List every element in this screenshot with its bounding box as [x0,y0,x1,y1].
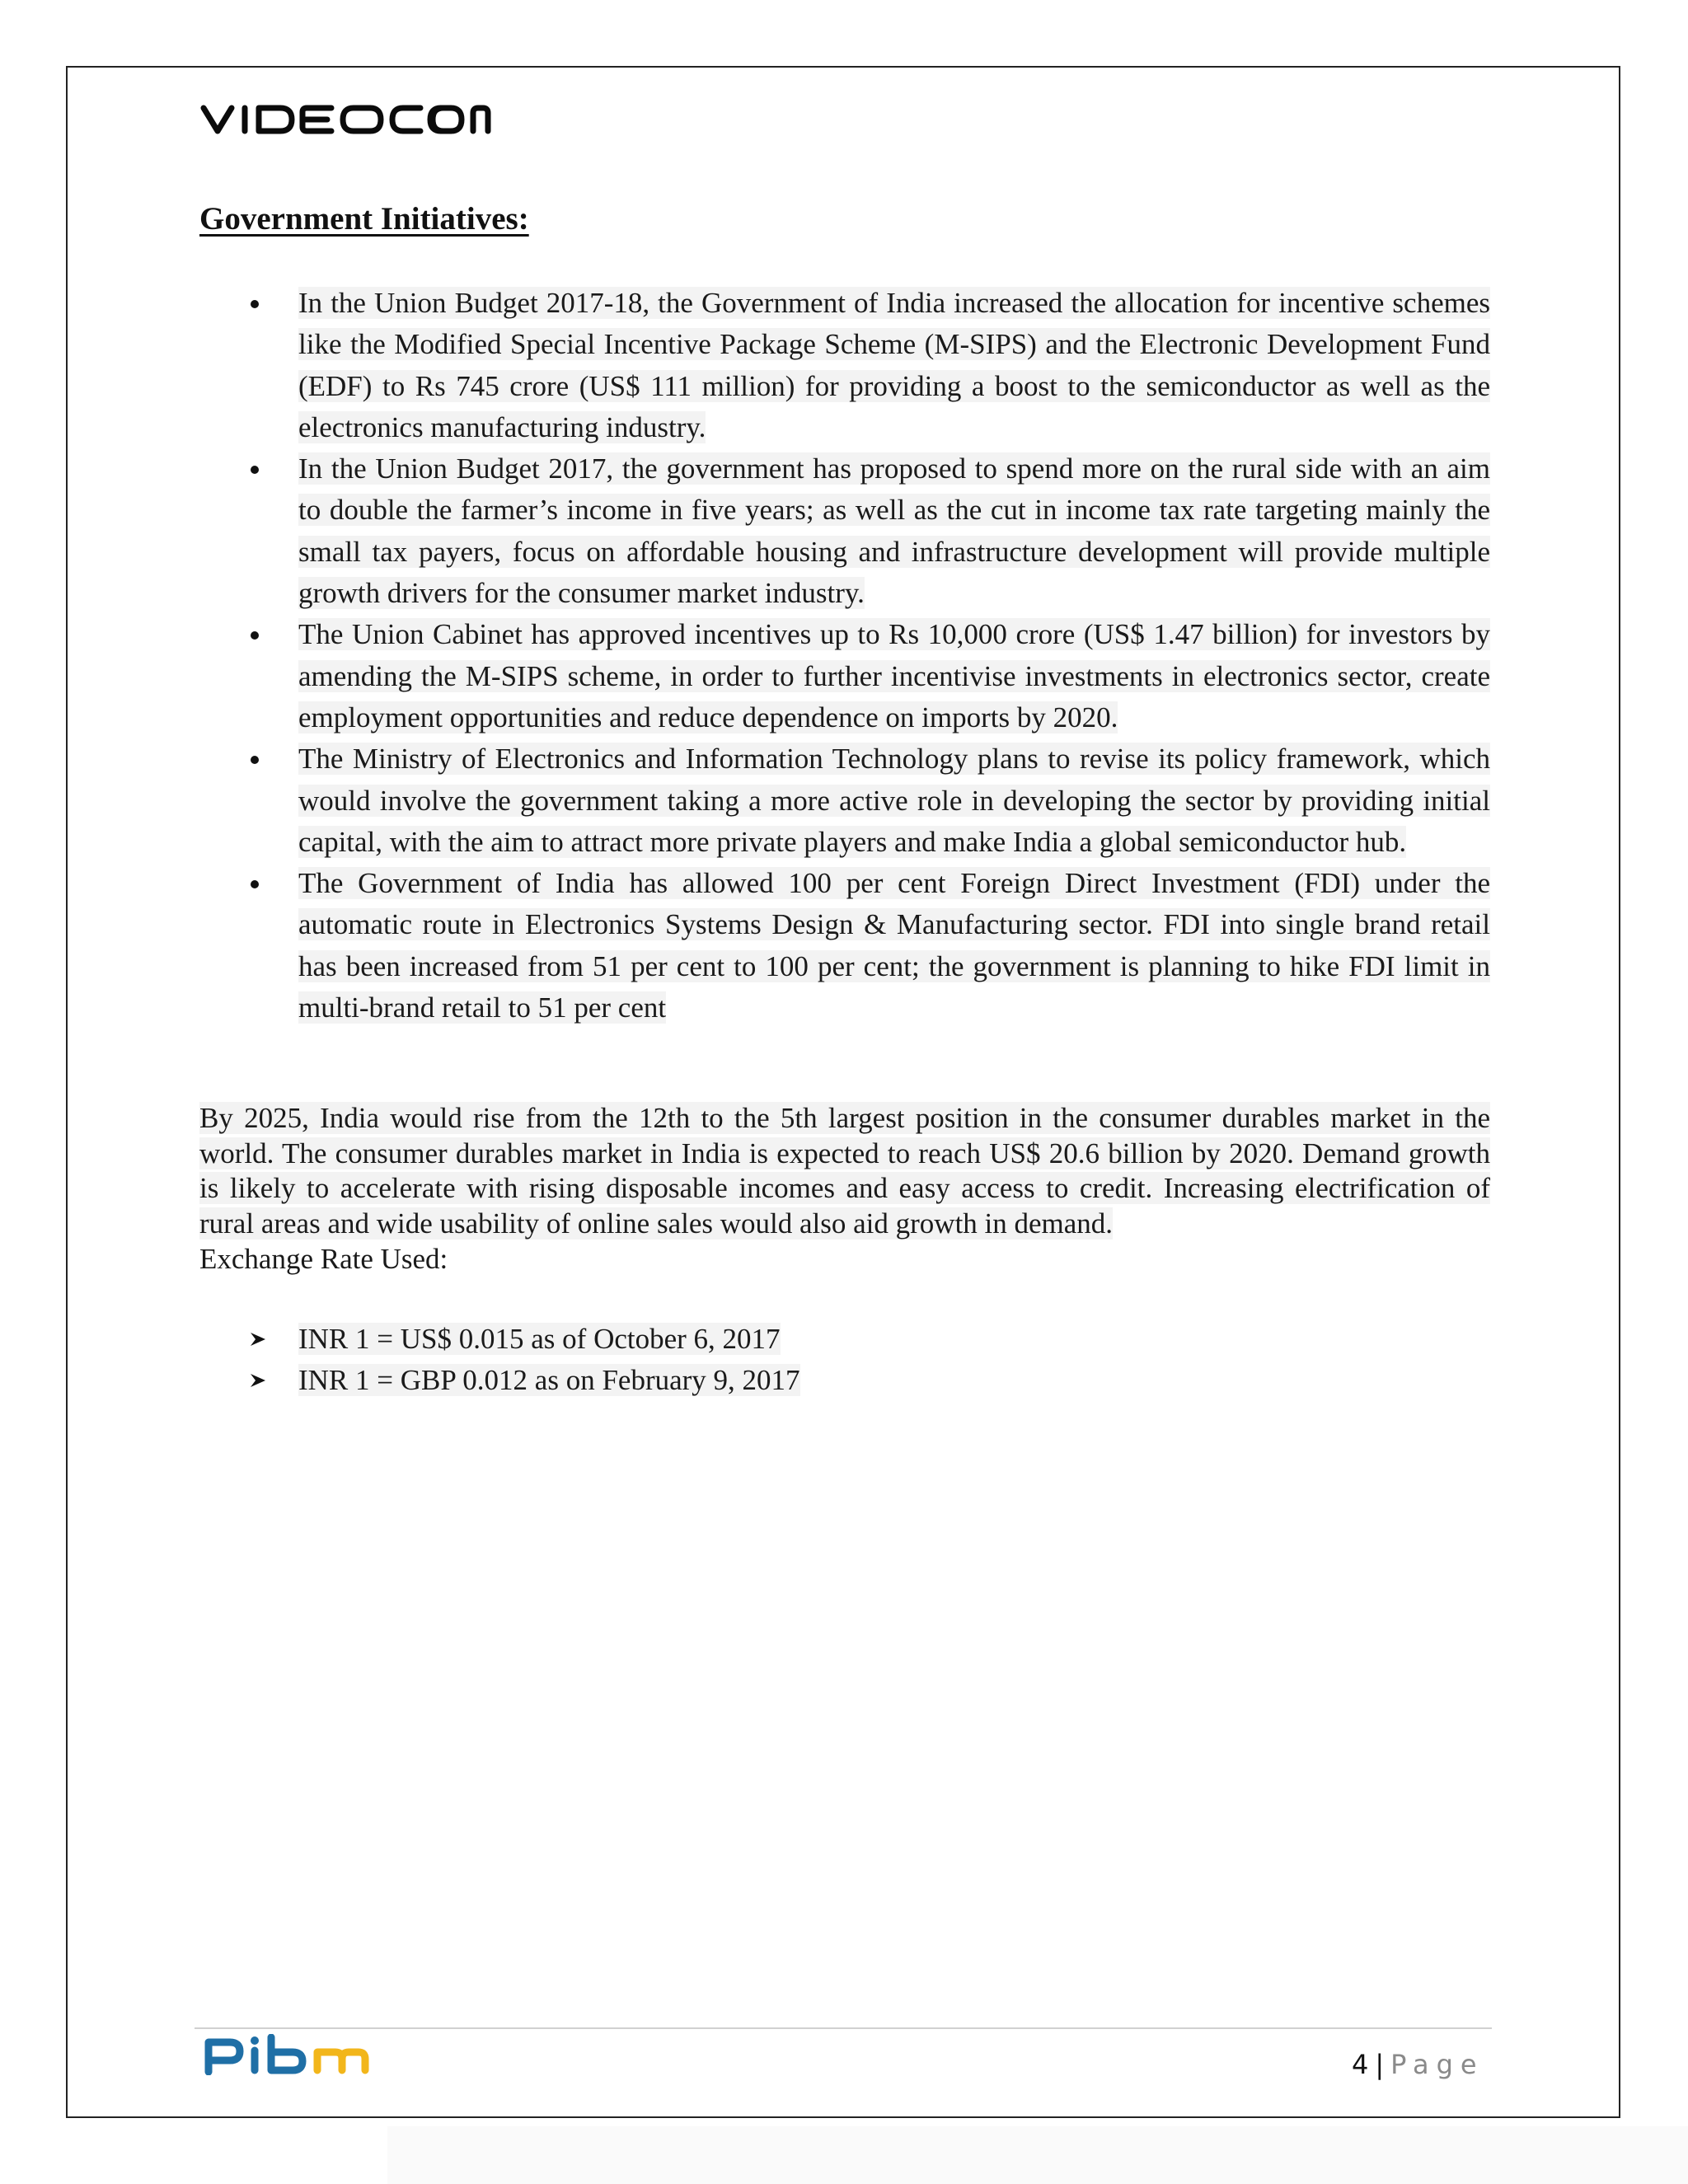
arrow-bullet-icon [249,1371,267,1390]
list-item-text: The Union Cabinet has approved incentives up to Rs 10,000 crore (US$ 1.47 billion) for investors by amending the M-SIPS scheme, in order to further incentivise investments in electronics sector, create employment opportunities and reduce dependence on imports by 2020. [298,618,1490,733]
list-item [199,448,1490,614]
bullet-dot-icon [251,466,259,474]
exchange-rate-list [199,1319,800,1402]
bullet-dot-icon [251,880,259,888]
page-number-footer [1352,2049,1484,2080]
list-item-text: The Ministry of Electronics and Information Technology plans to revise its policy framework, which would involve the government taking a more active role in developing the sector by providing initial capital, with the aim to attract more private players and make India a global semiconductor hub. [298,743,1490,858]
list-item [199,1319,800,1360]
videocon-logo [199,103,492,136]
list-item-text: The Government of India has allowed 100 per cent Foreign Direct Investment (FDI) under the automatic route in Electronics Systems Design & Manufacturing sector. FDI into single brand retail has been increased from 51 per cent to 100 per cent; the government is planning to hike FDI limit in multi-brand retail to 51 per cent [298,867,1490,1024]
page-number: 4 [1352,2049,1369,2080]
list-item-text: In the Union Budget 2017, the government has proposed to spend more on the rural side with an aim to double the farmer’s income in five years; as well as the cut in income tax rate targeting mainly the small tax payers, focus on affordable housing and infrastructure development will provide multiple growth drivers for the consumer market industry. [298,452,1490,610]
bullet-dot-icon [251,756,259,764]
videocon-logo-text: VIDEOCON [199,103,204,104]
list-item [199,863,1490,1029]
footer-divider [195,2027,1492,2029]
exchange-rate-text: INR 1 = GBP 0.012 as on February 9, 2017 [298,1364,800,1397]
list-item [199,283,1490,448]
exchange-rate-label: Exchange Rate Used: [199,1243,448,1275]
initiatives-list [199,283,1490,1029]
market-outlook-paragraph [199,1101,1490,1241]
list-item [199,614,1490,738]
list-item-text: In the Union Budget 2017-18, the Government of India increased the allocation for incentive schemes like the Modified Special Incentive Package Scheme (M-SIPS) and the Electronic Development Fund (EDF) to Rs 745 crore (US$ 111 million) for providing a boost to the semiconductor as well as the electronics manufacturing industry. [298,287,1490,443]
page-separator: | [1375,2049,1385,2080]
arrow-bullet-icon [249,1330,267,1348]
paragraph-text: By 2025, India would rise from the 12th to the 5th largest position in the consumer durables market in the world. The consumer durables market in India is expected to reach US$ 20.6 billion by 2020. Demand growth is likely to accelerate with rising disposable incomes and easy access to credit. Increasing electrification of rural areas and wide usability of online sales would also aid growth in demand. [199,1102,1490,1240]
pibm-logo [202,2034,390,2075]
list-item [199,738,1490,863]
exchange-rate-text: INR 1 = US$ 0.015 as of October 6, 2017 [298,1323,781,1355]
bullet-dot-icon [251,631,259,640]
list-item [199,1360,800,1401]
bullet-dot-icon [251,300,259,308]
page-label: Page [1390,2049,1484,2080]
section-heading: Government Initiatives: [199,201,529,237]
bottom-shade [387,2126,1688,2184]
